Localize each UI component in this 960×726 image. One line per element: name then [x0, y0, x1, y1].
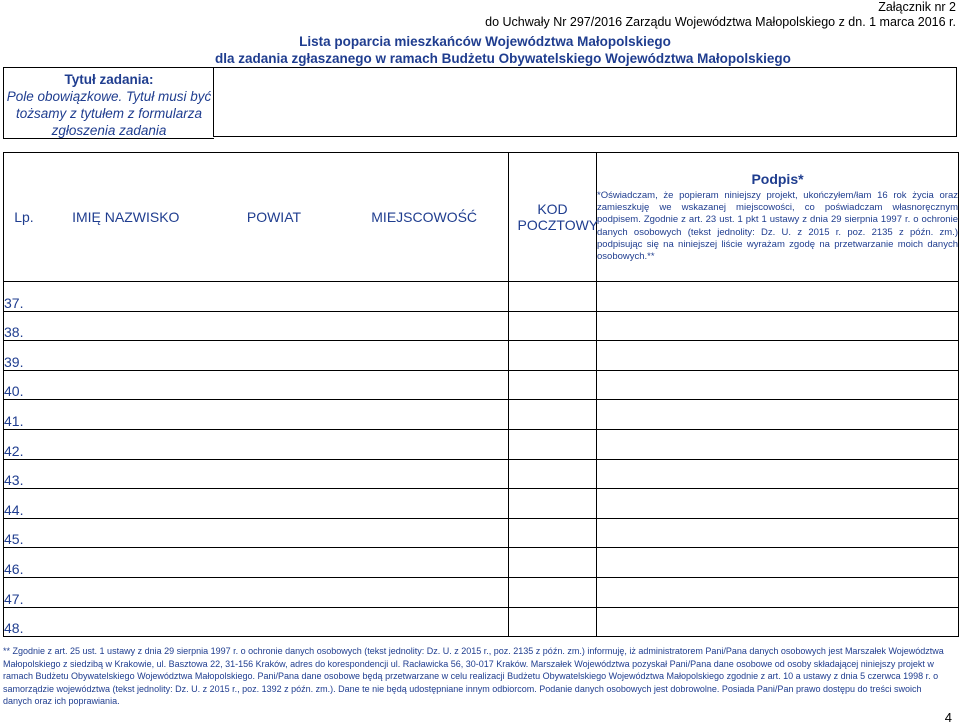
header-person-data: [4, 153, 509, 282]
col-name-header: IMIĘ NAZWISKO: [72, 209, 180, 225]
postal-cell[interactable]: [509, 607, 597, 637]
signature-cell[interactable]: [597, 341, 959, 371]
signature-cell[interactable]: [597, 548, 959, 578]
row-number: 46.: [4, 548, 509, 578]
signature-cell[interactable]: [597, 429, 959, 459]
table-row: [4, 311, 959, 341]
task-title-heading: Tytuł zadania:: [64, 72, 154, 87]
postal-cell[interactable]: [509, 282, 597, 312]
task-title-label-box: [3, 67, 214, 139]
postal-cell[interactable]: [509, 518, 597, 548]
table-row: [4, 459, 959, 489]
table-row: [4, 341, 959, 371]
row-number: 37.: [4, 282, 509, 312]
postal-cell[interactable]: [509, 489, 597, 519]
signature-cell[interactable]: [597, 311, 959, 341]
col-locality-header: MIEJSCOWOŚĆ: [371, 209, 478, 225]
resolution-reference: do Uchwały Nr 297/2016 Zarządu Województwa Małopolskiego z dn. 1 marca 2016 r.: [485, 15, 956, 29]
col-lp-header: Lp.: [14, 209, 34, 225]
table-row: [4, 518, 959, 548]
col-county-header: POWIAT: [246, 209, 302, 225]
signature-cell[interactable]: [597, 459, 959, 489]
document-title: Lista poparcia mieszkańców Województwa Małopolskiego: [299, 34, 671, 49]
table-row: [4, 607, 959, 637]
row-number: 42.: [4, 429, 509, 459]
table-row: [4, 370, 959, 400]
postal-cell[interactable]: [509, 548, 597, 578]
postal-cell[interactable]: [509, 577, 597, 607]
postal-cell[interactable]: [509, 311, 597, 341]
postal-cell[interactable]: [509, 400, 597, 430]
task-title-field[interactable]: [213, 67, 957, 137]
signature-cell[interactable]: [597, 400, 959, 430]
row-number: 44.: [4, 489, 509, 519]
document-subtitle: dla zadania zgłaszanego w ramach Budżetu Obywatelskiego Województwa Małopolskiego: [215, 51, 791, 66]
row-number: 43.: [4, 459, 509, 489]
table-row: [4, 400, 959, 430]
table-row: [4, 429, 959, 459]
task-title-note: Pole obowiązkowe. Tytuł musi być tożsamy z tytułem z formularza zgłoszenia zadania: [6, 89, 212, 138]
page-number: 4: [944, 710, 952, 725]
signature-title: Podpis*: [751, 170, 804, 187]
row-number: 39.: [4, 341, 509, 371]
signature-declaration: *Oświadczam, że popieram niniejszy projekt, ukończyłem/łam 16 rok życia oraz zamieszkuję we wskazanej miejscowości, co poświadczam własnoręcznym podpisem. Zgodnie z art. 23 ust. 1 pkt 1 ustawy z dnia 29 sierpnia 1997 r. o ochronie danych osobowych (tekst jednolity: Dz. U. z 2015 r. poz. 2135 z późn. zm.) podpisując się na niniejszej liście wyrażam zgodę na przetwarzanie moich danych osobowych.**: [597, 189, 958, 262]
table-row: [4, 577, 959, 607]
row-number: 48.: [4, 607, 509, 637]
privacy-footnote: ** Zgodnie z art. 25 ust. 1 ustawy z dnia 29 sierpnia 1997 r. o ochronie danych osobowych (tekst jednolity: Dz. U. z 2015 r., poz. 2135 z późn. zm.) informuję, iż administratorem Pani/Pana danych osobowych jest Marszałek Województwa Małopolskiego z siedzibą w Krakowie, ul. Basztowa 22, 31-156 Kraków, adres do korespondencji ul. Racławicka 56, 30-017 Kraków. Marszałek Województwa pozyskał Pani/Pana dane osobowe od osoby składającej niniejszy projekt w ramach Budżetu Obywatelskiego Województwa Małopolskiego. Pani/Pana dane osobowe będą przetwarzane w celu realizacji Budżetu Obywatelskiego Województwa Małopolskiego zgodnie z art. 10 a ustawy z dnia 5 czerwca 1998 r. o samorządzie województwa (tekst jednolity: Dz. U. z 2015 r., poz. 1392 z późn. zm.). Dane te nie będą udostępniane innym odbiorcom. Podanie danych osobowych jest dobrowolne. Posiada Pani/Pan prawo dostępu do treści swoich danych oraz ich poprawiania.: [3, 646, 944, 707]
table-body: [4, 282, 959, 637]
signature-cell[interactable]: [597, 370, 959, 400]
attachment-label: Załącznik nr 2: [878, 0, 956, 14]
signature-cell[interactable]: [597, 489, 959, 519]
row-number: 40.: [4, 370, 509, 400]
postal-cell[interactable]: [509, 459, 597, 489]
table-row: [4, 489, 959, 519]
row-number: 45.: [4, 518, 509, 548]
signature-cell[interactable]: [597, 282, 959, 312]
signature-cell[interactable]: [597, 518, 959, 548]
postal-cell[interactable]: [509, 341, 597, 371]
signature-table: [3, 152, 959, 637]
row-number: 41.: [4, 400, 509, 430]
col-postal-header: KOD POCZTOWY: [509, 153, 597, 282]
postal-cell[interactable]: [509, 429, 597, 459]
table-row: [4, 548, 959, 578]
postal-cell[interactable]: [509, 370, 597, 400]
row-number: 38.: [4, 311, 509, 341]
col-signature-header: [597, 153, 959, 282]
signature-cell[interactable]: [597, 607, 959, 637]
signature-cell[interactable]: [597, 577, 959, 607]
table-row: [4, 282, 959, 312]
table-header-row: [4, 153, 959, 282]
row-number: 47.: [4, 577, 509, 607]
